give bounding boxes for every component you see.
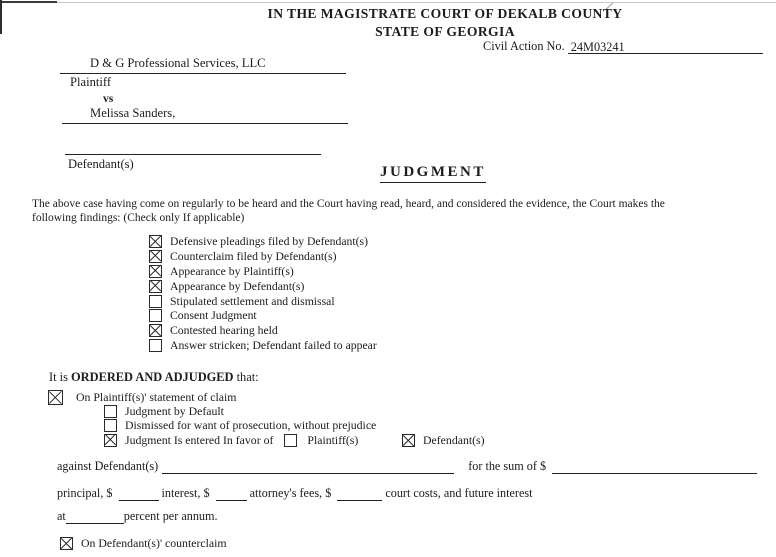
finding-label: Appearance by Defendant(s) (170, 279, 305, 293)
finding-row-defensive-pleadings (149, 234, 377, 249)
counterclaim-label: On Defendant(s)' counterclaim (81, 536, 227, 550)
checkbox-counterclaim[interactable] (60, 537, 73, 550)
checkbox-dismissed[interactable] (104, 419, 117, 432)
finding-label: Stipulated settlement and dismissal (170, 294, 335, 308)
finding-row-answer-stricken (149, 338, 377, 353)
checkbox-stipulated-settlement[interactable] (149, 295, 162, 308)
civil-action-label: Civil Action No. (483, 39, 565, 53)
civil-action-row (483, 39, 763, 54)
checkbox-favor-defendant[interactable] (402, 434, 415, 447)
defendant-label: Defendant(s) (68, 157, 134, 171)
court-title-line2: STATE OF GEORGIA (375, 23, 515, 39)
checkbox-statement-of-claim[interactable] (48, 390, 63, 405)
checkbox-judgment-default[interactable] (104, 405, 117, 418)
scan-artifact-left-edge (0, 0, 2, 34)
favor-defendant-label: Defendant(s) (423, 433, 485, 447)
scan-artifact-top-dark-segment (0, 1, 57, 3)
defendant-blank-line[interactable] (65, 154, 321, 155)
intro-paragraph (32, 197, 772, 225)
amounts-row (57, 486, 533, 501)
checkbox-appearance-defendant[interactable] (149, 280, 162, 293)
court-title-line1: IN THE MAGISTRATE COURT OF DEKALB COUNTY (267, 6, 623, 21)
plaintiff-label: Plaintiff (70, 75, 112, 89)
dismissed-row (104, 419, 376, 434)
findings-checklist (149, 234, 377, 353)
finding-label: Defensive pleadings filed by Defendant(s) (170, 234, 368, 248)
checkbox-consent-judgment[interactable] (149, 309, 162, 322)
checkbox-appearance-plaintiff[interactable] (149, 265, 162, 278)
checkbox-counterclaim-filed[interactable] (149, 250, 162, 263)
statement-sub-options (104, 404, 376, 448)
against-defendant-blank[interactable] (162, 460, 454, 474)
interest-label: interest, $ (161, 486, 210, 500)
rate-prefix-label: at (57, 509, 66, 523)
judgment-default-label: Judgment by Default (125, 403, 224, 418)
ordered-suffix: that: (233, 370, 259, 384)
principal-amount-blank[interactable] (119, 487, 159, 501)
checkbox-favor-entered[interactable] (104, 434, 117, 447)
dismissed-label: Dismissed for want of prosecution, without prejudice (125, 418, 377, 433)
checkbox-answer-stricken[interactable] (149, 339, 162, 352)
intro-line1: The above case having come on regularly to be heard and the Court having read, heard, and considered the evidence, the Court makes the (32, 198, 665, 210)
interest-amount-blank[interactable] (216, 487, 247, 501)
counterclaim-row (60, 536, 227, 551)
court-header (114, 5, 776, 40)
finding-label: Consent Judgment (170, 309, 257, 323)
attorney-fees-amount-blank[interactable] (337, 487, 382, 501)
finding-row-appearance-defendant (149, 279, 377, 294)
vs-label: vs (103, 92, 114, 105)
attorney-fees-label: attorney's fees, $ (249, 486, 332, 500)
principal-label: principal, $ (57, 486, 113, 500)
plaintiff-name-field[interactable]: D & G Professional Services, LLC (60, 56, 346, 74)
ordered-prefix: It is (49, 370, 72, 384)
favor-label: Judgment Is entered In favor of (125, 432, 274, 447)
statement-of-claim-label: On Plaintiff(s)' statement of claim (76, 390, 237, 404)
finding-row-counterclaim-filed (149, 249, 377, 264)
against-sum-row (57, 459, 757, 474)
ordered-emphasis: ORDERED AND ADJUDGED (71, 370, 234, 384)
checkbox-defensive-pleadings[interactable] (149, 235, 162, 248)
interest-rate-row (57, 509, 218, 524)
defendant-name-field[interactable]: Melissa Sanders, (62, 106, 348, 124)
finding-row-appearance-plaintiff (149, 264, 377, 279)
checkbox-contested-hearing[interactable] (149, 324, 162, 337)
finding-label: Counterclaim filed by Defendant(s) (170, 249, 337, 263)
favor-plaintiff-label: Plaintiff(s) (307, 432, 359, 447)
statement-of-claim-row (48, 390, 236, 405)
intro-line2: following findings: (Check only If applicable) (32, 212, 245, 224)
finding-label: Answer stricken; Defendant failed to appear (170, 339, 377, 353)
rate-suffix-label: percent per annum. (123, 509, 218, 523)
rate-percent-blank[interactable] (66, 510, 124, 524)
judgment-title: JUDGMENT (380, 164, 486, 183)
civil-action-number-field[interactable]: 24M03241 (568, 40, 763, 54)
finding-label: Contested hearing held (170, 324, 278, 338)
sum-amount-blank[interactable] (552, 460, 757, 474)
scan-artifact-top-line (0, 2, 776, 3)
finding-row-contested-hearing (149, 323, 377, 338)
sum-label: for the sum of $ (468, 459, 547, 473)
against-label: against Defendant(s) (57, 459, 159, 473)
finding-label: Appearance by Plaintiff(s) (170, 264, 294, 278)
checkbox-favor-plaintiff[interactable] (284, 434, 297, 447)
judgment-default-row (104, 404, 376, 419)
favor-row (104, 433, 376, 448)
court-costs-label: court costs, and future interest (385, 486, 533, 500)
finding-row-consent-judgment (149, 308, 377, 323)
finding-row-stipulated-settlement (149, 294, 377, 309)
favor-defendant-option (402, 433, 485, 448)
ordered-adjudged-heading (49, 370, 259, 385)
